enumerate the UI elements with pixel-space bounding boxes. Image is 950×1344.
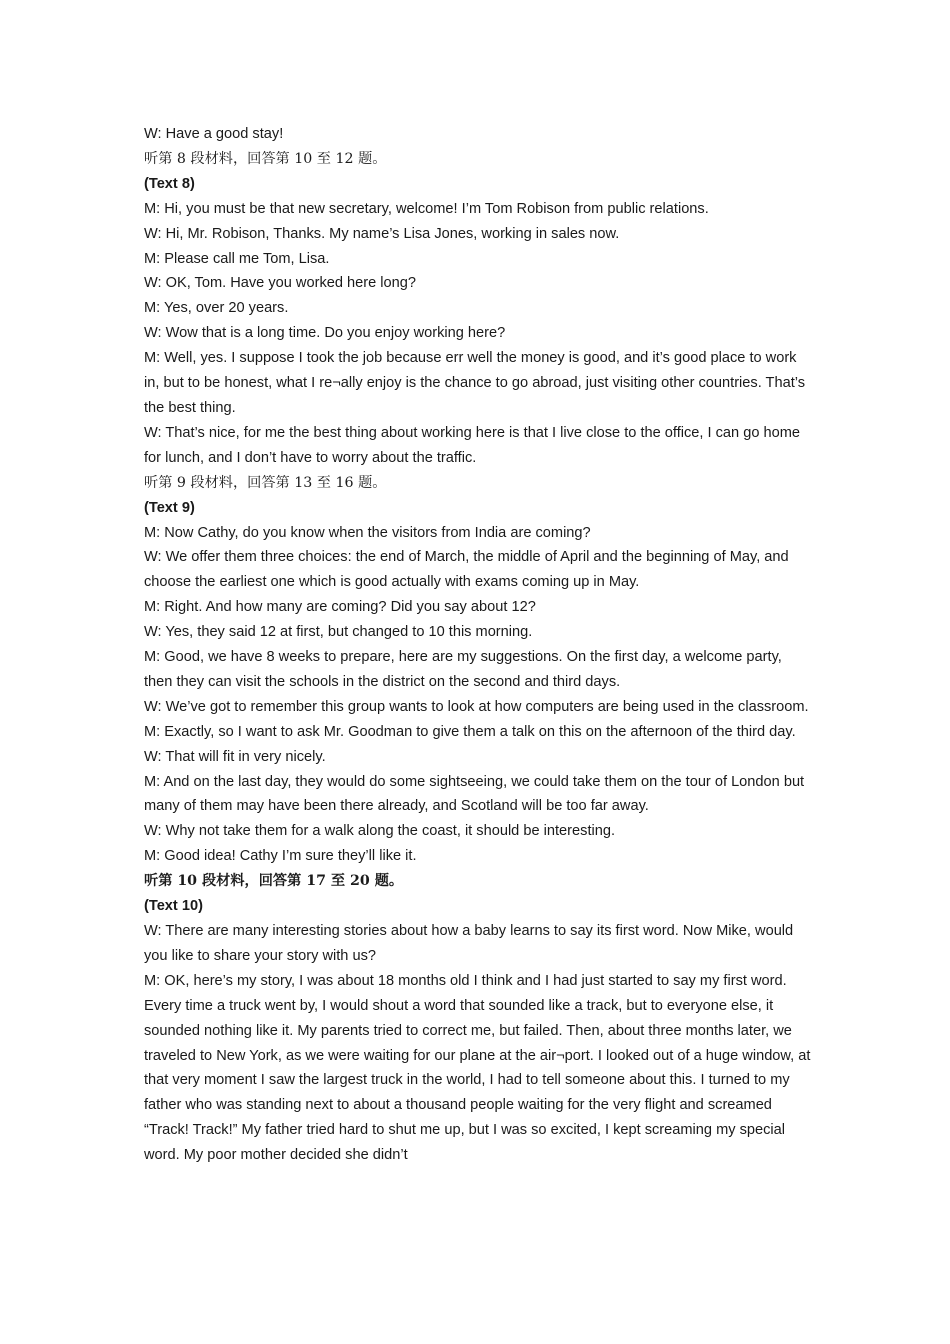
section-heading: (Text 8): [144, 175, 195, 192]
dialogue-line: W: Hi, Mr. Robison, Thanks. My name’s Lisa Jones, working in sales now.: [144, 225, 620, 242]
dialogue-line: M: Please call me Tom, Lisa.: [144, 250, 330, 267]
dialogue-line: W: There are many interesting stories about how a baby learns to say its first word. Now Mike, would you like to share your story with us?: [144, 923, 794, 964]
dialogue-line: M: Now Cathy, do you know when the visitors from India are coming?: [144, 524, 591, 541]
section-instruction: 听第 9 段材料，回答第 13 至 16 题。: [144, 474, 387, 491]
section-instruction: 听第 8 段材料，回答第 10 至 12 题。: [144, 150, 387, 167]
dialogue-line: M: Good idea! Cathy I’m sure they’ll like it.: [144, 848, 417, 865]
dialogue-line: W: Have a good stay!: [144, 126, 284, 142]
dialogue-line: M: Well, yes. I suppose I took the job because err well the money is good, and it’s good place to work in, but to be honest, what I re¬ally enjoy is the chance to go abroad, just visiting other countries. That’s the best thing.: [144, 350, 806, 416]
section-instruction: 听第 10 段材料，回答第 17 至 20 题。: [144, 873, 404, 890]
dialogue-line: W: We offer them three choices: the end of March, the middle of April and the beginning of May, and choose the earliest one which is good actually with exams coming up in May.: [144, 549, 789, 591]
section-heading: (Text 9): [144, 499, 195, 516]
document-page: [144, 122, 814, 1168]
dialogue-line: M: Right. And how many are coming? Did you say about 12?: [144, 599, 536, 616]
dialogue-line: W: We’ve got to remember this group wants to look at how computers are being used in the classroom.: [144, 698, 809, 715]
dialogue-line: M: Exactly, so I want to ask Mr. Goodman to give them a talk on this on the afternoon of the third day.: [144, 723, 796, 740]
dialogue-line: W: OK, Tom. Have you worked here long?: [144, 275, 417, 292]
dialogue-line: M: And on the last day, they would do some sightseeing, we could take them on the tour of London but many of them may have been there already, and Scotland will be too far away.: [144, 773, 805, 815]
dialogue-line: W: Wow that is a long time. Do you enjoy working here?: [144, 325, 506, 342]
dialogue-line: W: Why not take them for a walk along the coast, it should be interesting.: [144, 823, 616, 840]
dialogue-line: W: That will fit in very nicely.: [144, 748, 326, 765]
section-heading: (Text 10): [144, 898, 203, 915]
dialogue-line: M: Good, we have 8 weeks to prepare, here are my suggestions. On the first day, a welcome party, then they can visit the schools in the district on the second and third days.: [144, 649, 782, 690]
dialogue-line: W: Yes, they said 12 at first, but changed to 10 this morning.: [144, 624, 533, 641]
dialogue-line: M: Yes, over 20 years.: [144, 300, 289, 317]
dialogue-line: M: Hi, you must be that new secretary, welcome! I’m Tom Robison from public relations.: [144, 200, 709, 217]
dialogue-line: M: OK, here’s my story, I was about 18 months old I think and I had just started to say my first word. Every time a truck went by, I would shout a word that sounded like a track, but to everyone else, it sounded nothing like it. My parents tried to correct me, but failed. Then, about three months later, we traveled to New York, as we were waiting for our plane at the air¬port. I looked out of a huge window, at that very moment I saw the largest truck in the world, I had to tell someone about this. I turned to my father who was standing next to about a thousand people waiting for the very flight and screamed “Track! Track!” My father tried hard to shut me up, but I was so excited, I kept screaming my special word. My poor mother decided she didn’t: [144, 972, 811, 1164]
dialogue-line: W: That’s nice, for me the best thing about working here is that I live close to the office, I can go home for lunch, and I don’t have to worry about the traffic.: [144, 424, 800, 466]
